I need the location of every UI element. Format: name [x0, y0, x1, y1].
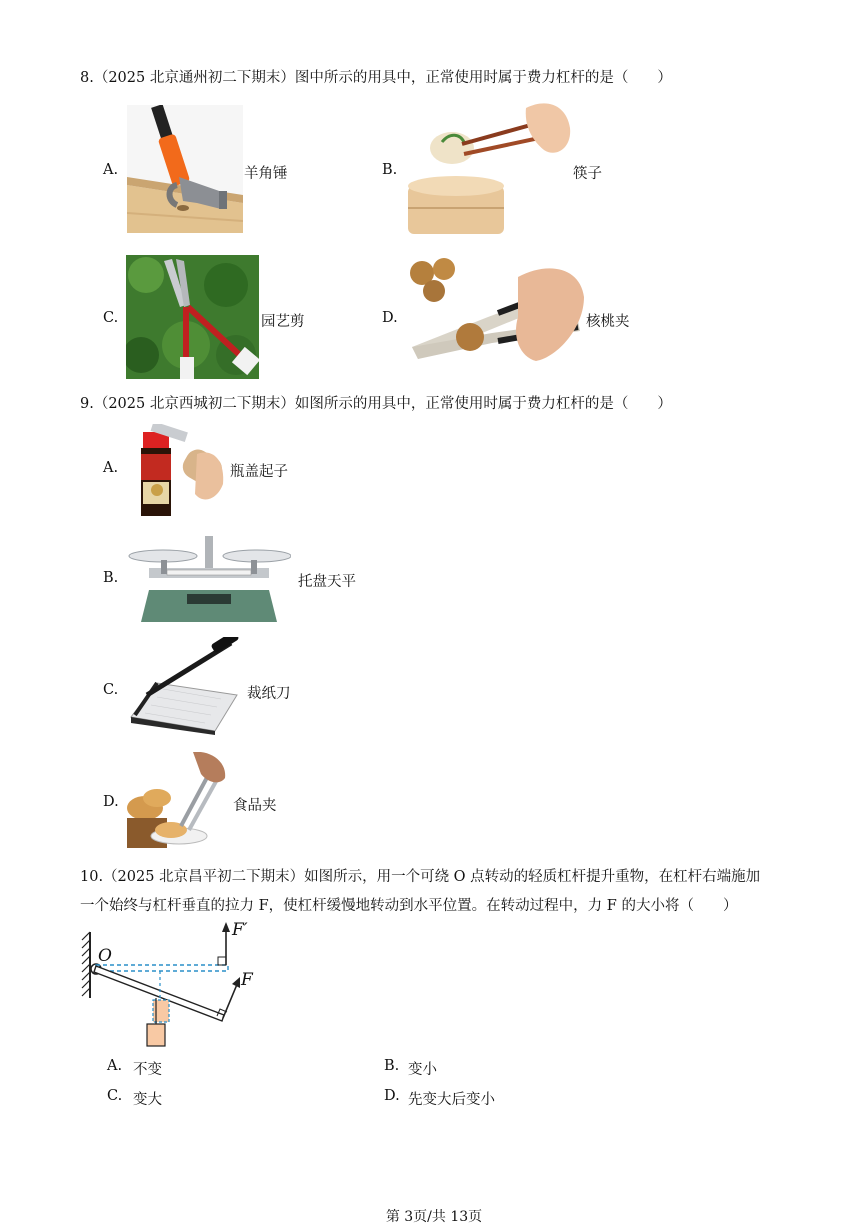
bottle-opener-image	[127, 424, 227, 516]
q9-option-c-label: 裁纸刀	[247, 686, 291, 702]
q10-option-c-label: 变大	[133, 1092, 162, 1108]
question-10-stem-line-2: 一个始终与杠杆垂直的拉力 F，使杠杆缓慢地转动到水平位置。在转动过程中，力 F 的大小将（ ）	[80, 898, 738, 914]
q9-option-b-letter: B.	[103, 570, 119, 586]
q10-option-c-letter: C.	[107, 1088, 123, 1104]
q8-option-c-label: 园艺剪	[261, 314, 305, 330]
q9-option-d-label: 食品夹	[233, 798, 277, 814]
q8-option-b-letter: B.	[382, 162, 398, 178]
claw-hammer-image	[127, 105, 243, 233]
force-label-f: F	[241, 970, 253, 990]
question-9-stem: 9.（2025 北京西城初二下期末）如图所示的用具中，正常使用时属于费力杠杆的是（ ）	[80, 396, 672, 412]
q9-option-d-letter: D.	[103, 794, 119, 810]
question-8-stem: 8.（2025 北京通州初二下期末）图中所示的用具中，正常使用时属于费力杠杆的是（ ）	[80, 70, 672, 86]
q10-option-b-letter: B.	[384, 1058, 400, 1074]
q9-option-a-label: 瓶盖起子	[230, 464, 288, 480]
q10-option-d-label: 先变大后变小	[408, 1092, 495, 1108]
question-10-stem-line-1: 10.（2025 北京昌平初二下期末）如图所示，用一个可绕 O 点转动的轻质杠杆提升重物，在杠杆右端施加	[80, 869, 761, 885]
lever-diagram	[78, 920, 268, 1050]
q10-option-a-letter: A.	[107, 1058, 123, 1074]
pivot-label-o: O	[98, 946, 112, 966]
balance-scale-image	[127, 530, 291, 624]
paper-cutter-image	[127, 637, 241, 735]
q9-option-c-letter: C.	[103, 682, 119, 698]
q8-option-d-label: 核桃夹	[586, 314, 630, 330]
q10-option-b-label: 变小	[408, 1062, 437, 1078]
q9-option-a-letter: A.	[103, 460, 119, 476]
garden-shears-image	[126, 255, 259, 379]
q8-option-a-letter: A.	[103, 162, 119, 178]
q8-option-a-label: 羊角锤	[244, 166, 288, 182]
q8-option-d-letter: D.	[382, 310, 398, 326]
page-footer: 第 3页/共 13页	[385, 1209, 483, 1225]
q8-option-c-letter: C.	[103, 310, 119, 326]
force-label-f-prime: F′	[232, 920, 248, 940]
q9-option-b-label: 托盘天平	[298, 574, 356, 590]
q10-option-a-label: 不变	[133, 1062, 162, 1078]
q8-option-b-label: 筷子	[573, 166, 602, 182]
q10-option-d-letter: D.	[384, 1088, 400, 1104]
chopsticks-image	[406, 98, 572, 238]
food-tongs-image	[127, 752, 227, 850]
nutcracker-image	[408, 257, 584, 375]
